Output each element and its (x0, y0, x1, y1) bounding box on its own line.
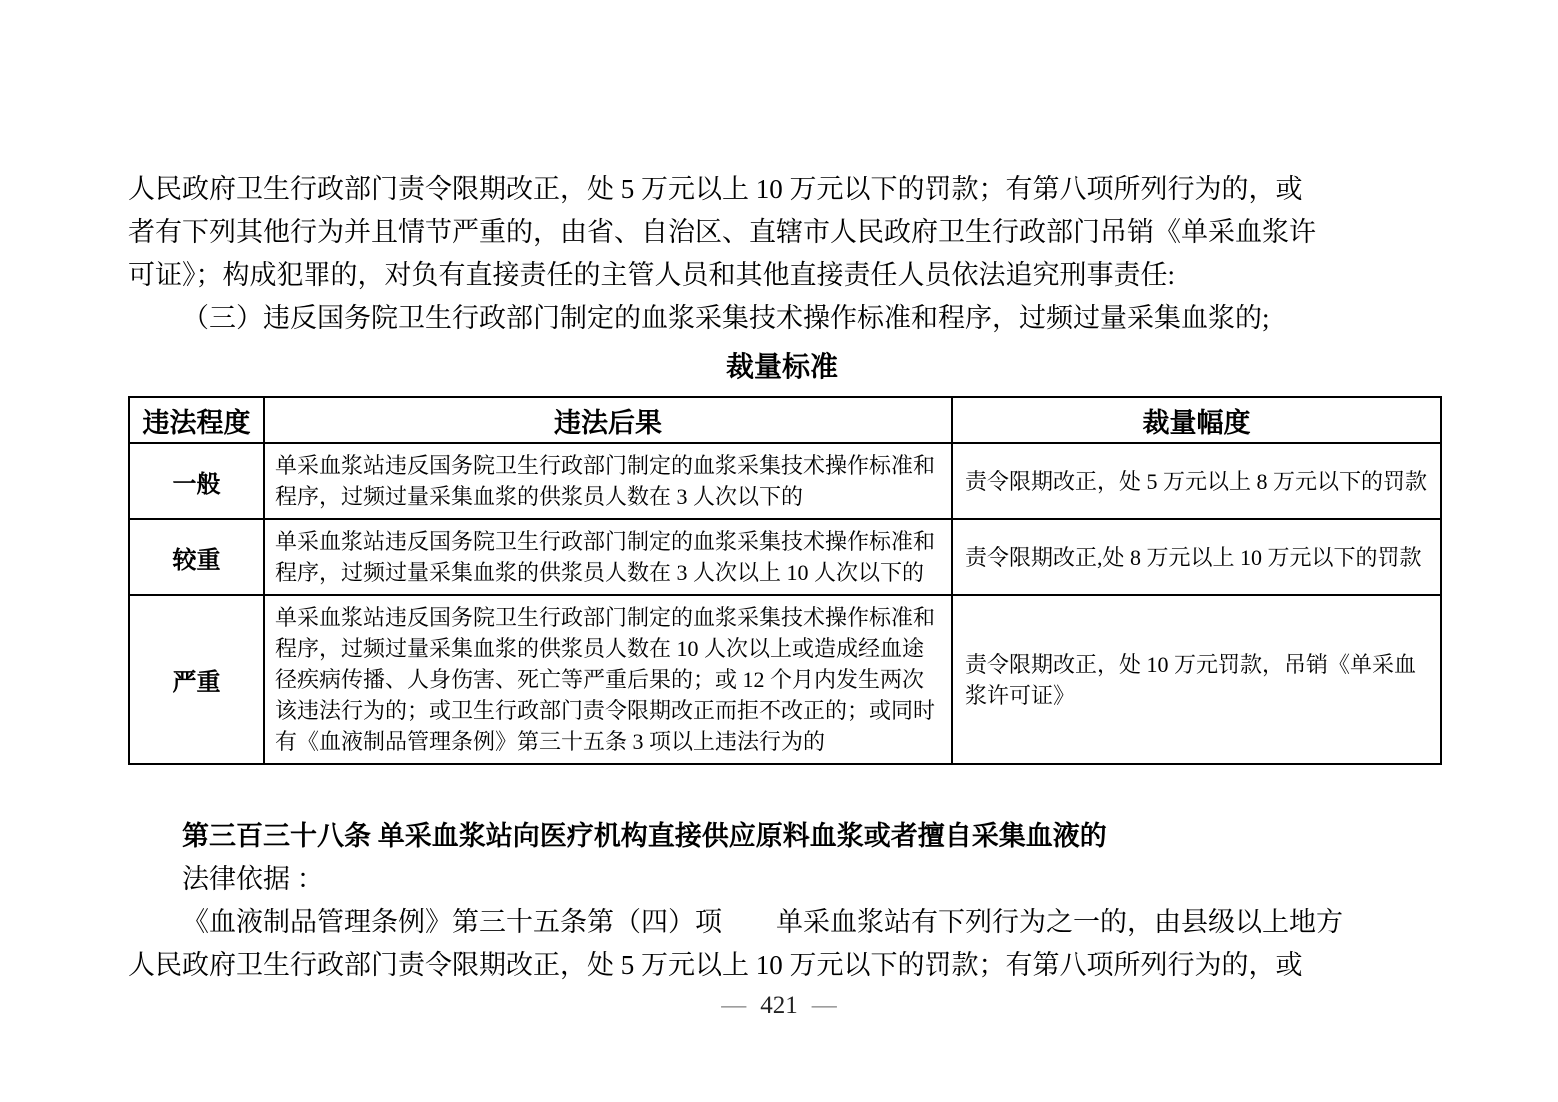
footer-dash-left: — (721, 992, 747, 1019)
degree-cell: 较重 (129, 519, 264, 595)
table-title: 裁量标准 (725, 351, 838, 382)
consequence-cell: 单采血浆站违反国务院卫生行政部门制定的血浆采集技术操作标准和程序，过频过量采集血浆的供浆员人数在 3 人次以上 10 人次以下的 (264, 519, 952, 595)
header-violation-consequence: 违法后果 (264, 397, 952, 443)
intro-paragraph (128, 168, 1436, 340)
article-line-2: 人民政府卫生行政部门责令限期改正，处 5 万元以上 10 万元以下的罚款；有第八项所列行为的，或 (128, 950, 1303, 980)
consequence-cell: 单采血浆站违反国务院卫生行政部门制定的血浆采集技术操作标准和程序，过频过量采集血浆的供浆员人数在 10 人次以上或造成经血途径疾病传播、人身伤害、死亡等严重后果的；或 12 个月内发生两次该违法行为的；或卫生行政部门责令限期改正而拒不改正的；或同时有《血液制品管理条例》第三十五条 3 项以上违法行为的 (264, 595, 952, 764)
article-line-1: 《血液制品管理条例》第三十五条第（四）项 单采血浆站有下列行为之一的，由县级以上地方 (182, 907, 1343, 937)
table-header-row (129, 397, 1441, 443)
table-row-moderate (129, 519, 1441, 595)
intro-line-2: 者有下列其他行为并且情节严重的，由省、自治区、直辖市人民政府卫生行政部门吊销《单采血浆许 (128, 217, 1316, 247)
header-discretion-range: 裁量幅度 (952, 397, 1441, 443)
discretion-standard-table (128, 396, 1442, 765)
range-cell: 责令限期改正，处 10 万元罚款，吊销《单采血浆许可证》 (952, 595, 1441, 764)
range-cell: 责令限期改正,处 8 万元以上 10 万元以下的罚款 (952, 519, 1441, 595)
table-row-severe (129, 595, 1441, 764)
consequence-cell: 单采血浆站违反国务院卫生行政部门制定的血浆采集技术操作标准和程序，过频过量采集血浆的供浆员人数在 3 人次以下的 (264, 443, 952, 519)
intro-line-1: 人民政府卫生行政部门责令限期改正，处 5 万元以上 10 万元以下的罚款；有第八项所列行为的，或 (128, 174, 1303, 204)
page-number: 421 (760, 992, 798, 1019)
degree-cell: 严重 (129, 595, 264, 764)
footer-dash-right: — (811, 992, 837, 1019)
article-heading: 第三百三十八条 单采血浆站向医疗机构直接供应原料血浆或者擅自采集血液的 (182, 821, 1107, 851)
page-footer (0, 992, 1558, 1020)
range-cell: 责令限期改正，处 5 万元以上 8 万元以下的罚款 (952, 443, 1441, 519)
table-row-general (129, 443, 1441, 519)
legal-basis-label: 法律依据 ： (182, 864, 324, 894)
page-content (128, 168, 1436, 987)
degree-cell: 一般 (129, 443, 264, 519)
intro-item-3: （三）违反国务院卫生行政部门制定的血浆采集技术操作标准和程序，过频过量采集血浆的; (182, 303, 1270, 333)
header-violation-degree: 违法程度 (129, 397, 264, 443)
intro-line-3: 可证》；构成犯罪的，对负有直接责任的主管人员和其他直接责任人员依法追究刑事责任: (128, 260, 1175, 290)
